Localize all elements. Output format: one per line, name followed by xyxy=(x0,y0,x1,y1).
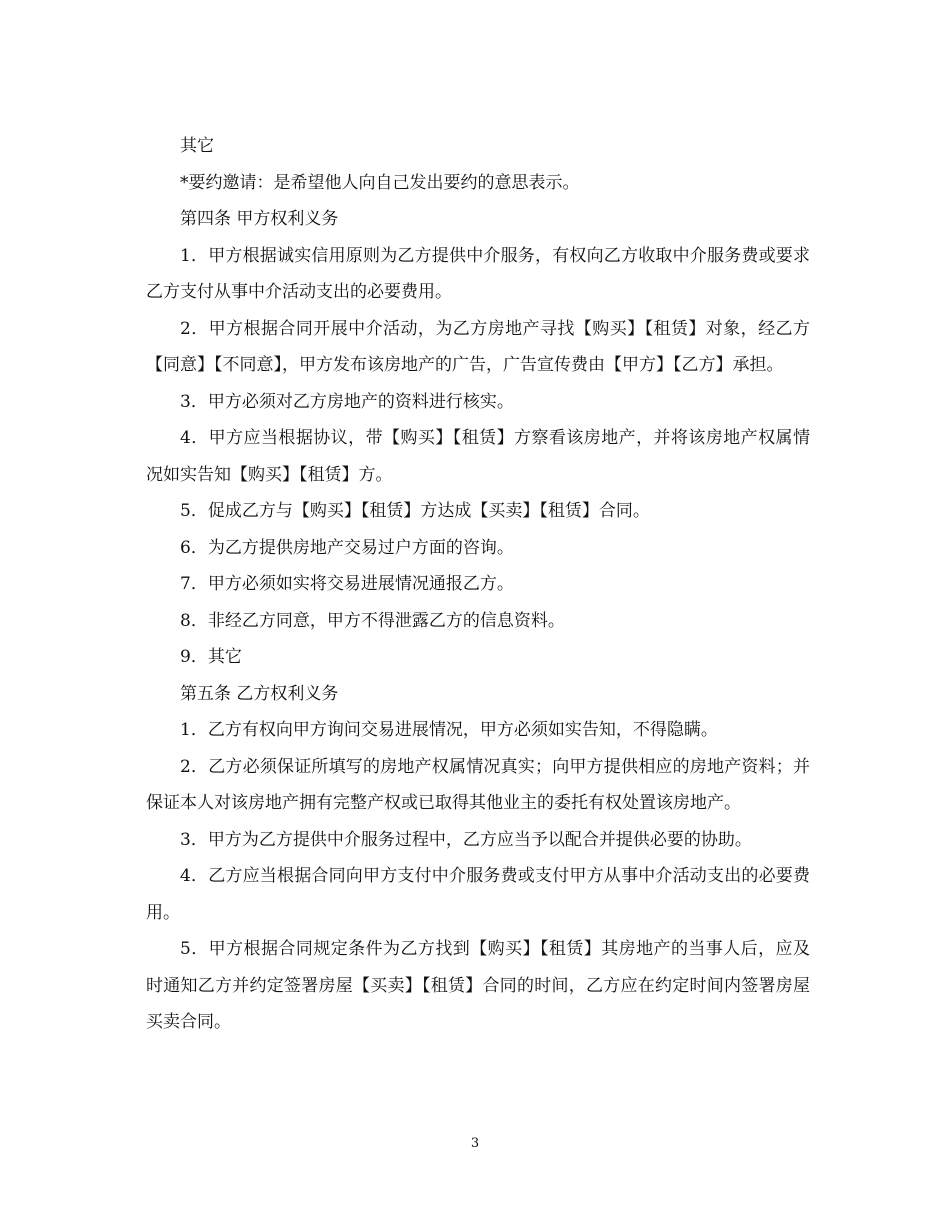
article-4-item-3: 3．甲方必须对乙方房地产的资料进行核实。 xyxy=(180,391,514,412)
paragraph-offer-invitation-note: *要约邀请：是希望他人向自己发出要约的意思表示。 xyxy=(180,172,580,193)
paragraph-other: 其它 xyxy=(180,136,214,156)
article-5-item-3: 3．甲方为乙方提供中介服务过程中，乙方应当予以配合并提供必要的协助。 xyxy=(180,829,752,850)
article-4-item-5: 5．促成乙方与【购买】【租赁】方达成【买卖】【租赁】合同。 xyxy=(180,501,650,521)
article-5-item-2: 2．乙方必须保证所填写的房地产权属情况真实；向甲方提供相应的房地产资料；并保证本人对该房地产拥有完整产权或已取得其他业主的委托有权处置该房地产。 xyxy=(146,756,810,813)
article-4-item-9: 9．其它 xyxy=(180,647,242,667)
article-5-item-5: 5．甲方根据合同规定条件为乙方找到【购买】【租赁】其房地产的当事人后，应及时通知乙方并约定签署房屋【买卖】【租赁】合同的时间，乙方应在约定时间内签署房屋买卖合同。 xyxy=(146,939,810,1032)
document-body xyxy=(146,128,810,1041)
article-5-item-4: 4．乙方应当根据合同向甲方支付中介服务费或支付甲方从事中介活动支出的必要费用。 xyxy=(146,866,810,923)
article-4-item-4: 4．甲方应当根据协议，带【购买】【租赁】方察看该房地产，并将该房地产权属情况如实告知【购买】【租赁】方。 xyxy=(146,428,810,485)
article-4-item-2: 2．甲方根据合同开展中介活动，为乙方房地产寻找【购买】【租赁】对象，经乙方【同意】【不同意】，甲方发布该房地产的广告，广告宣传费由【甲方】【乙方】承担。 xyxy=(146,318,810,375)
article-4-heading: 第四条 甲方权利义务 xyxy=(180,209,339,229)
article-5-heading: 第五条 乙方权利义务 xyxy=(180,683,339,704)
article-4-item-7: 7．甲方必须如实将交易进展情况通报乙方。 xyxy=(180,574,514,594)
article-4-item-8: 8．非经乙方同意，甲方不得泄露乙方的信息资料。 xyxy=(180,610,565,631)
article-5-item-1: 1．乙方有权向甲方询问交易进展情况，甲方必须如实告知，不得隐瞒。 xyxy=(180,720,718,740)
page-number: 3 xyxy=(470,1136,480,1151)
article-4-item-1: 1．甲方根据诚实信用原则为乙方提供中介服务，有权向乙方收取中介服务费或要求乙方支付从事中介活动支出的必要费用。 xyxy=(146,245,810,302)
article-4-item-6: 6．为乙方提供房地产交易过户方面的咨询。 xyxy=(180,537,514,558)
